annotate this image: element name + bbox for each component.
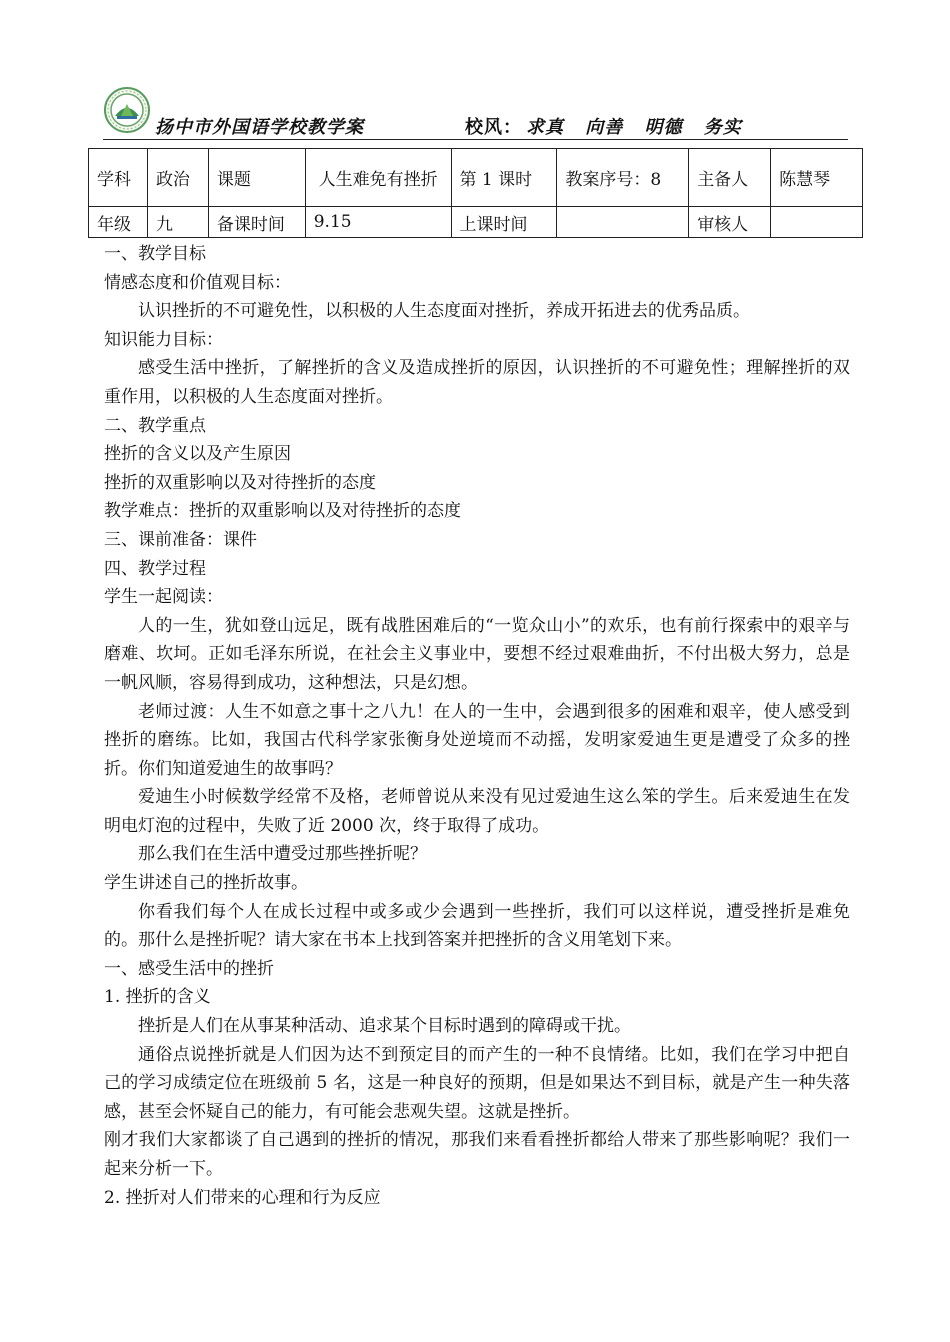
plan-number: 教案序号：8 <box>557 149 689 207</box>
paragraph: 老师过渡：人生不如意之事十之八九！在人的一生中，会遇到很多的困难和艰辛，使人感受到挫折的磨练。比如，我国古代科学家张衡身处逆境而不动摇，发明家爱迪生更是遭受了众多的挫折。你们知道爱迪生的故事吗？ <box>104 701 850 779</box>
topic-label: 课题 <box>208 149 305 207</box>
section-heading-preparation: 三、课前准备：课件 <box>104 529 257 550</box>
period-value: 第 1 课时 <box>451 149 557 207</box>
paragraph: 认识挫折的不可避免性，以积极的人生态度面对挫折，养成开拓进去的优秀品质。 <box>138 301 750 322</box>
paragraph: 那么我们在生活中遭受过那些挫折呢？ <box>138 844 427 865</box>
subject-value: 政治 <box>147 149 208 207</box>
school-name: 扬中市外国语学校教学案 <box>155 117 364 138</box>
subheading-reactions: 2. 挫折对人们带来的心理和行为反应 <box>104 1187 381 1208</box>
paragraph: 挫折是人们在从事某种活动、追求某个目标时遇到的障碍或干扰。 <box>138 1016 631 1037</box>
class-time-value <box>557 207 689 238</box>
paragraph: 爱迪生小时候数学经常不及格，老师曾说从来没有见过爱迪生这么笨的学生。后来爱迪生在发明电灯泡的过程中，失败了近 2000 次，终于取得了成功。 <box>104 787 850 836</box>
class-time-label: 上课时间 <box>451 207 557 238</box>
paragraph: 通俗点说挫折就是人们因为达不到预定目的而产生的一种不良情绪。比如，我们在学习中把自己的学习成绩定位在班级前 5 名，这是一种良好的预期，但是如果达不到目标，就是产生一种失落感，甚至会怀疑自己的能力，有可能会悲观失望。这就是挫折。 <box>104 1044 850 1122</box>
paragraph: 刚才我们大家都谈了自己遇到的挫折的情况，那我们来看看挫折都给人带来了那些影响呢？我们一起来分析一下。 <box>104 1130 850 1179</box>
reviewer-value <box>771 207 863 238</box>
section-heading-key-points: 二、教学重点 <box>104 415 206 436</box>
paragraph: 学生讲述自己的挫折故事。 <box>104 873 308 894</box>
school-emblem-icon <box>103 86 151 134</box>
topic-value: 人生难免有挫折 <box>305 149 451 207</box>
school-motto <box>465 113 742 139</box>
key-point-item: 挫折的含义以及产生原因 <box>104 444 291 465</box>
subject-label: 学科 <box>89 149 148 207</box>
lesson-info-table <box>88 148 863 238</box>
paragraph: 人的一生，犹如登山远足，既有战胜困难后的“一览众山小”的欢乐，也有前行探索中的艰辛与磨难、坎坷。正如毛泽东所说，在社会主义事业中，要想不经过艰难曲折，不付出极大努力，总是一帆风顺，容易得到成功，这种想法，只是幻想。 <box>104 615 850 693</box>
paragraph: 你看我们每个人在成长过程中或多或少会遇到一些挫折，我们可以这样说，遭受挫折是难免的。那什么是挫折呢？请大家在书本上找到答案并把挫折的含义用笔划下来。 <box>104 901 850 951</box>
prep-time-label: 备课时间 <box>208 207 305 238</box>
grade-value: 九 <box>147 207 208 238</box>
motto-text: 求真 向善 明德 务实 <box>526 117 742 138</box>
lead-teacher-value: 陈慧琴 <box>771 149 863 207</box>
grade-label: 年级 <box>89 207 148 238</box>
subheading-definition: 1. 挫折的含义 <box>104 987 211 1008</box>
subheading-attitude-goals: 情感态度和价值观目标： <box>104 272 291 293</box>
subheading-knowledge-goals: 知识能力目标： <box>104 329 223 350</box>
prep-time-value: 9.15 <box>305 207 451 238</box>
lesson-body <box>104 240 850 1212</box>
reviewer-label: 审核人 <box>689 207 771 238</box>
key-point-item: 挫折的双重影响以及对待挫折的态度 <box>104 472 376 493</box>
lead-teacher-label: 主备人 <box>689 149 771 207</box>
difficulty-line: 教学难点：挫折的双重影响以及对待挫折的态度 <box>104 501 461 522</box>
section-heading-process: 四、教学过程 <box>104 558 206 579</box>
table-row <box>89 149 863 207</box>
section-heading-feel-setbacks: 一、感受生活中的挫折 <box>104 958 274 979</box>
document-header <box>103 86 848 140</box>
table-row <box>89 207 863 238</box>
paragraph: 学生一起阅读： <box>104 587 223 608</box>
header-divider <box>103 139 848 140</box>
section-heading-objectives: 一、教学目标 <box>104 244 206 264</box>
paragraph: 感受生活中挫折，了解挫折的含义及造成挫折的原因，认识挫折的不可避免性；理解挫折的双重作用，以积极的人生态度面对挫折。 <box>104 358 850 407</box>
motto-label: 校风： <box>465 117 522 138</box>
